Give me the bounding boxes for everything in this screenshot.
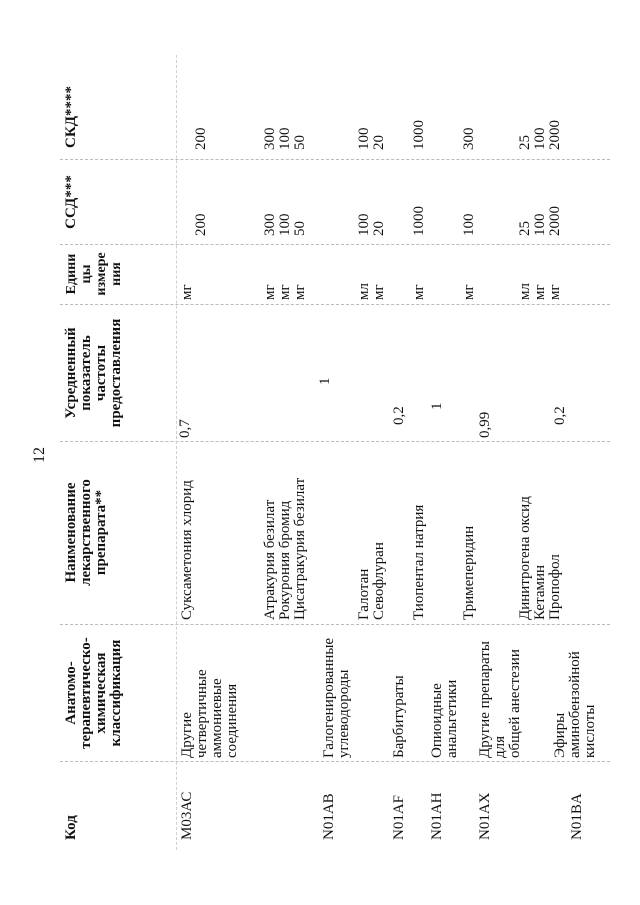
header-frequency: Усредненный показатель частоты предоставления (63, 318, 124, 428)
skd-value: 100 (356, 127, 372, 150)
skd-value: 300 (262, 127, 278, 150)
column-divider (60, 441, 610, 442)
ssd-value: 1000 (411, 206, 427, 236)
row-classification: Эфиры аминобензойной кислоты (552, 651, 598, 758)
ssd-value: 200 (193, 213, 209, 236)
drug-name: Тримеперидин (461, 525, 477, 620)
unit-value: мг (277, 284, 293, 300)
unit-value: мг (179, 284, 195, 300)
unit-value: мг (371, 284, 387, 300)
ssd-value: 100 (277, 213, 293, 236)
drug-name: Кетамин (532, 564, 548, 620)
drug-name: Рокурония бромид (277, 500, 293, 620)
drug-name: Суксаметония хлорид (179, 480, 195, 620)
header-unit: Едини цы измере ния (64, 252, 124, 296)
ssd-value: 100 (356, 213, 372, 236)
row-code: N01AF (391, 794, 407, 840)
skd-value: 2000 (547, 120, 563, 150)
header-classification: Анатомо- терапевтическо- химическая классификация (63, 637, 124, 749)
ssd-value: 100 (532, 213, 548, 236)
skd-value: 20 (371, 135, 387, 150)
skd-value: 100 (532, 127, 548, 150)
ssd-value: 100 (461, 213, 477, 236)
unit-value: мг (262, 284, 278, 300)
ssd-value: 50 (292, 221, 308, 236)
header-divider (176, 55, 177, 850)
unit-value: мг (532, 284, 548, 300)
column-divider (60, 159, 610, 160)
header-skd: СКД**** (63, 85, 79, 149)
row-code: М03АС (179, 791, 195, 840)
drug-name: Севофлуран (371, 542, 387, 620)
row-classification: Другие четвертичные аммониевые соединения (179, 669, 240, 758)
row-frequency: 0,2 (391, 406, 407, 425)
row-code: N01AB (321, 793, 337, 840)
skd-value: 1000 (411, 120, 427, 150)
skd-value: 25 (517, 135, 533, 150)
row-classification: Барбитураты (391, 675, 407, 758)
ssd-value: 300 (262, 213, 278, 236)
header-code: Код (63, 815, 79, 840)
ssd-value: 20 (371, 221, 387, 236)
ssd-value: 25 (517, 221, 533, 236)
column-divider (60, 761, 610, 762)
unit-value: мг (461, 284, 477, 300)
row-frequency: 1 (317, 377, 333, 385)
header-drug: Наименование лекарственного препарата** (63, 479, 109, 586)
row-code: N01BA (569, 793, 585, 840)
drug-name: Тиопентал натрия (411, 504, 427, 620)
column-divider (60, 304, 610, 305)
row-frequency: 0,2 (552, 406, 568, 425)
drug-name: Динитрогена оксид (517, 496, 533, 620)
row-frequency: 0,7 (177, 419, 193, 438)
skd-value: 200 (193, 127, 209, 150)
skd-value: 300 (461, 127, 477, 150)
row-classification: Другие препараты для общей анестезии (477, 641, 523, 758)
skd-value: 50 (292, 135, 308, 150)
unit-value: мл (356, 283, 372, 300)
unit-value: мг (411, 284, 427, 300)
unit-value: мл (517, 283, 533, 300)
column-divider (60, 244, 610, 245)
row-code: N01AX (477, 792, 493, 840)
drug-name: Атракурия безилат (262, 499, 278, 620)
drug-table (60, 55, 610, 850)
ssd-value: 2000 (547, 206, 563, 236)
skd-value: 100 (277, 127, 293, 150)
unit-value: мг (547, 284, 563, 300)
drug-name: Галотан (356, 568, 372, 620)
row-frequency: 1 (429, 402, 445, 410)
row-frequency: 0,99 (477, 411, 493, 438)
row-code: N01AH (429, 792, 445, 840)
header-ssd: ССД*** (63, 175, 79, 229)
drug-name: Цисатракурия безилат (292, 477, 308, 620)
drug-name: Пропофол (547, 554, 563, 620)
row-classification: Галогенированные углеводороды (321, 637, 352, 758)
column-divider (60, 624, 610, 625)
row-classification: Опиоидные анальгетики (429, 679, 460, 758)
page-number: 12 (31, 447, 48, 463)
unit-value: мг (292, 284, 308, 300)
